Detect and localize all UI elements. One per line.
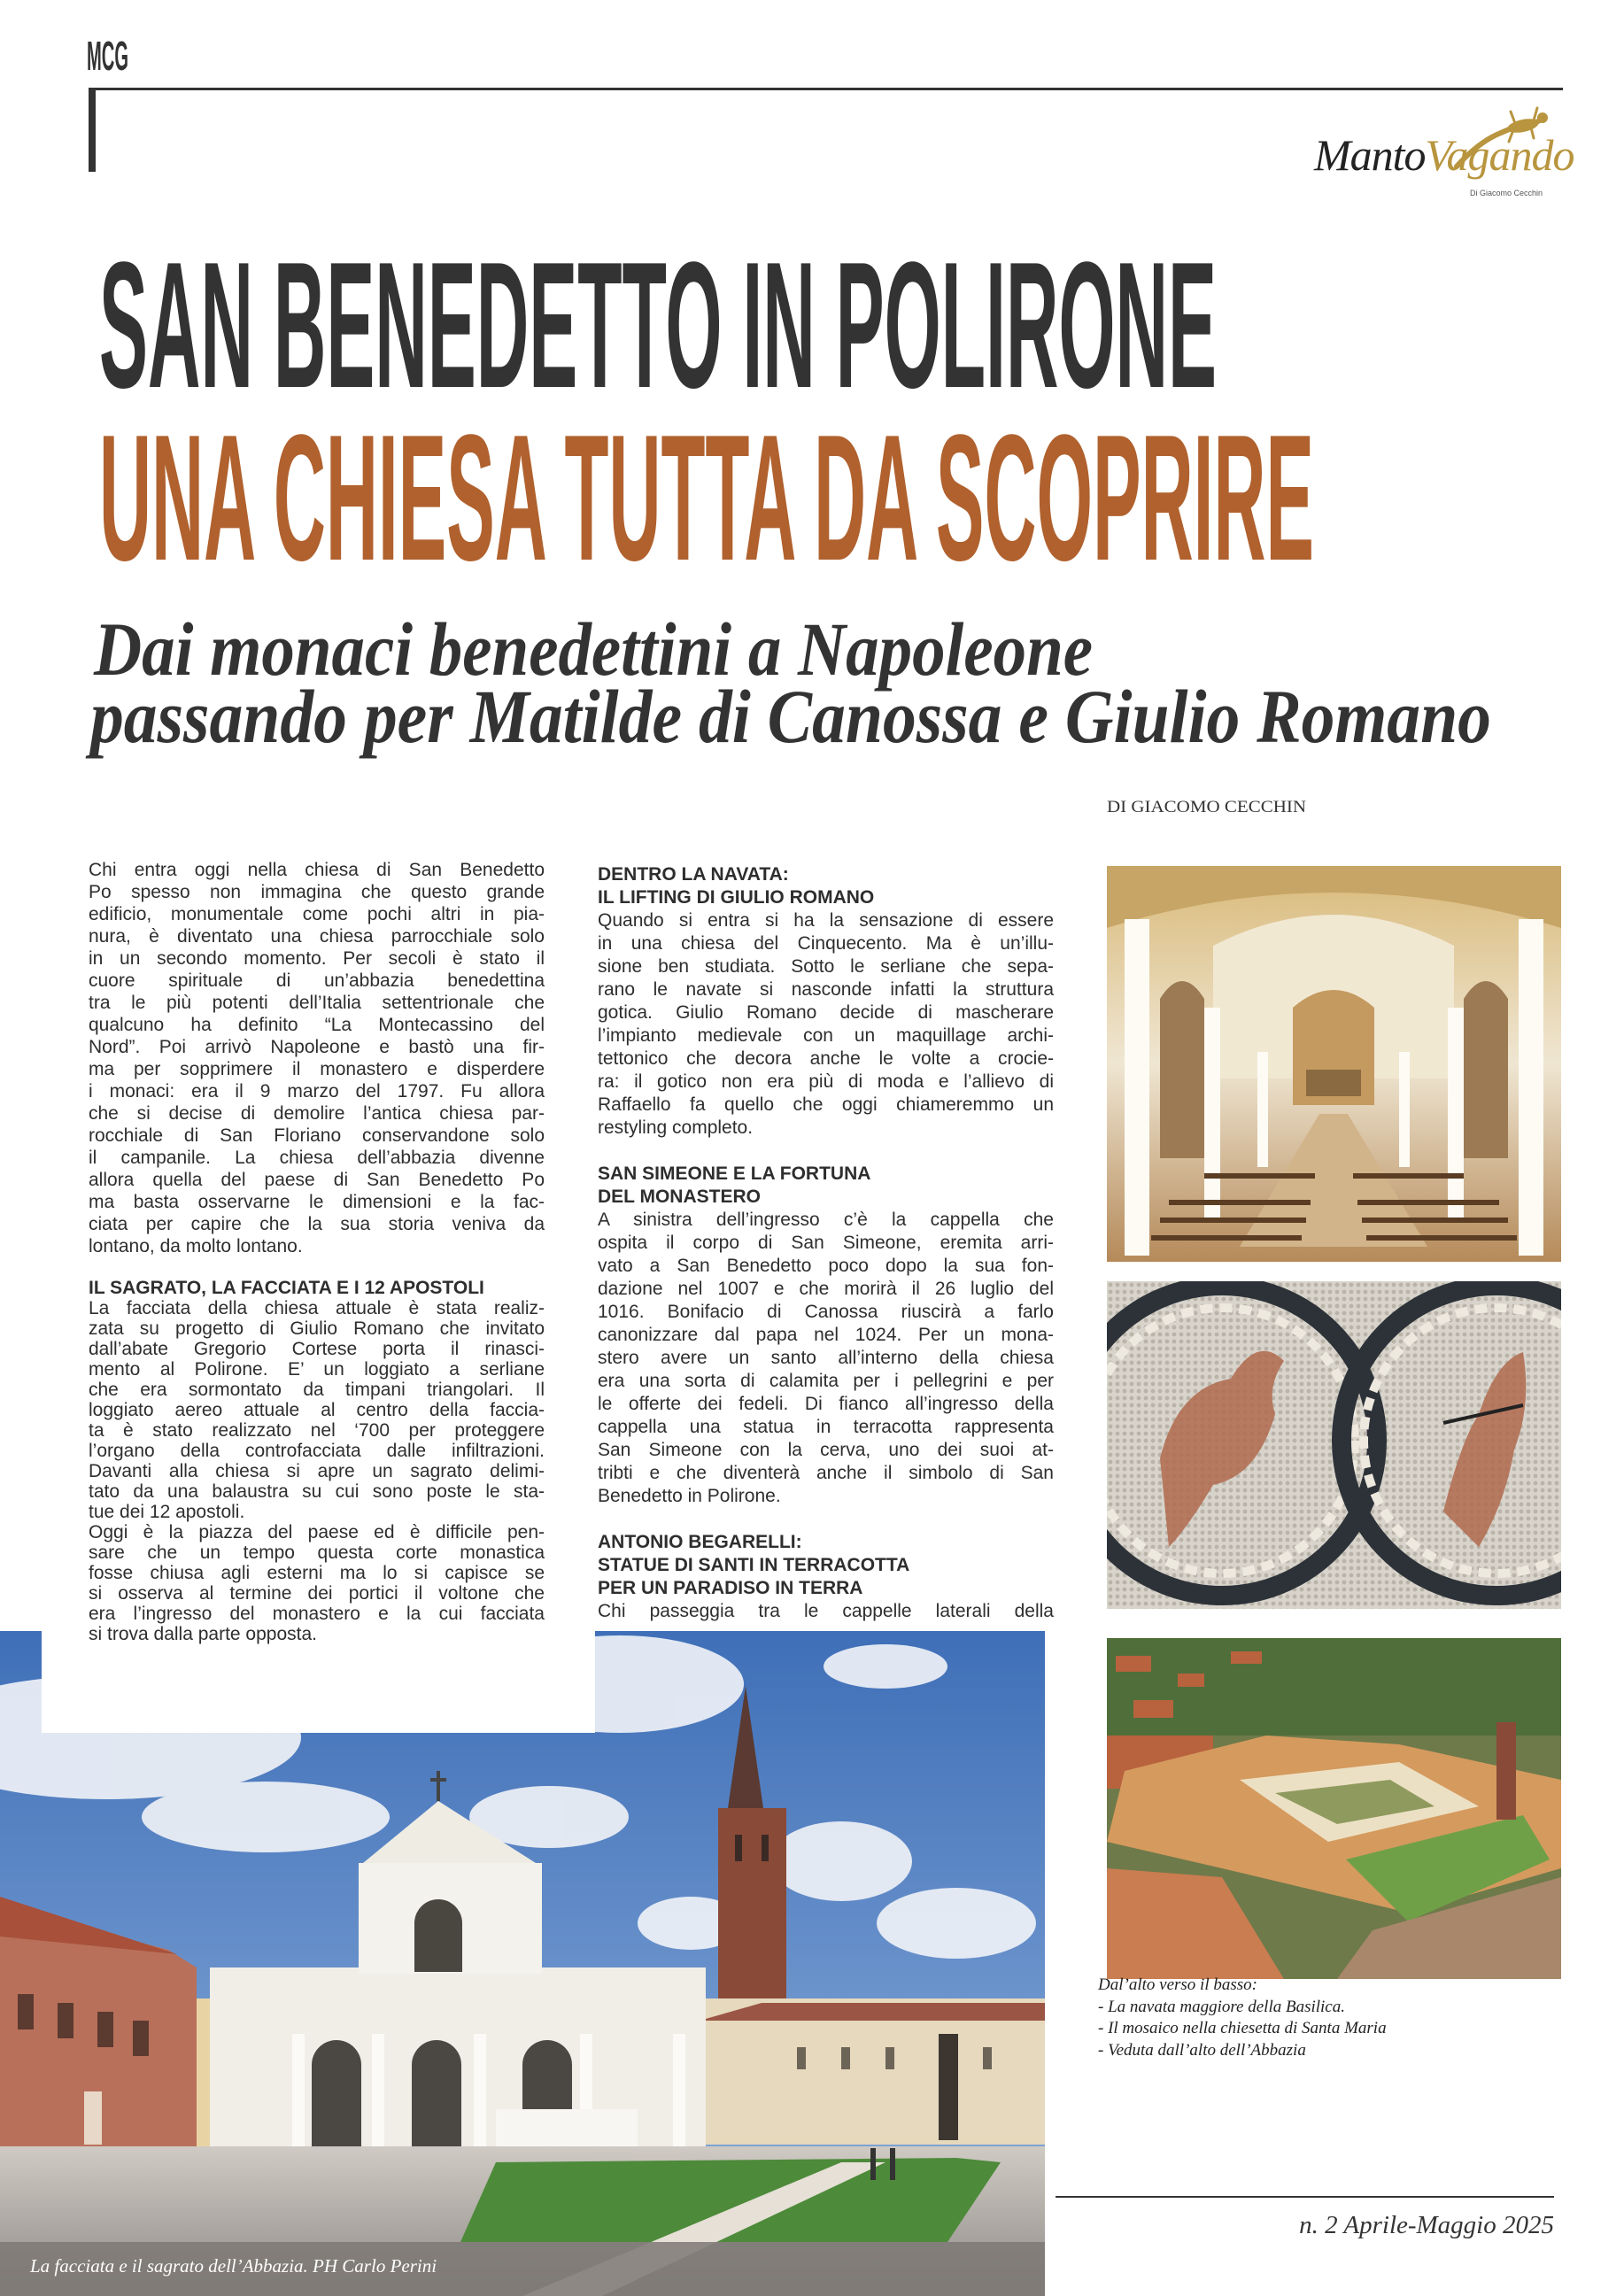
text-line: Oggi è la piazza del paese ed è difficile pen-: [89, 1522, 545, 1542]
caption-item: - Veduta dall’alto dell’Abbazia: [1098, 2040, 1306, 2060]
text-line: rano le navate si nasconde infatti la struttura: [598, 979, 1054, 1000]
subtitle-line-2: passando per Matilde di Canossa e Giulio Romano: [90, 674, 1491, 759]
section-heading: SAN SIMEONE E LA FORTUNA: [598, 1163, 871, 1184]
text-line: ra: il gotico non era più di moda e l’allievo di: [598, 1071, 1054, 1092]
text-line: Quando si entra si ha la sensazione di essere: [598, 910, 1054, 931]
subtitle-line-1: Dai monaci benedettini a Napoleone: [94, 607, 1093, 692]
text-line: zata su progetto di Giulio Romano che invitato: [89, 1318, 545, 1339]
intro-paragraph: [89, 859, 545, 1257]
caption-item: - La navata maggiore della Basilica.: [1098, 1997, 1345, 2016]
aerial-photo: [1107, 1638, 1561, 1979]
text-line: restyling completo.: [598, 1117, 754, 1138]
magazine-mark: [87, 33, 182, 79]
text-line: che era sormontato da timpani triangolari. Il: [89, 1380, 545, 1400]
text-line: tue dei 12 apostoli.: [89, 1502, 245, 1522]
text-line: ospita il corpo di San Simeone, eremita arri-: [598, 1233, 1054, 1253]
text-line: sione ben studiata. Sotto le serliane che sepa-: [598, 956, 1054, 977]
caption-item: - Il mosaico nella chiesetta di Santa Maria: [1098, 2019, 1387, 2037]
text-line: le offerte dei fedeli. Di fianco all’ingresso della: [598, 1394, 1054, 1414]
logo-word-vagando: Vagando: [1425, 130, 1574, 180]
text-backdrop: [42, 1631, 595, 1733]
section-heading: IL LIFTING DI GIULIO ROMANO: [598, 887, 875, 908]
text-line: tato da una balaustra su cui sono poste le sta-: [89, 1481, 545, 1502]
byline-text: DI GIACOMO CECCHIN: [1107, 798, 1306, 816]
text-line: che si decise di demolire l’antica chiesa par-: [89, 1103, 545, 1124]
header-vertical-bar: [89, 88, 96, 172]
text-line: canonizzare dal papa nel 1024. Per un mona-: [598, 1325, 1054, 1345]
text-line: ta è stato realizzato nel ‘700 per proteggere: [89, 1420, 545, 1441]
facade-photo-caption: La facciata e il sagrato dell’Abbazia. PH Carlo Perini: [30, 2255, 437, 2277]
side-photo-caption: [1098, 1975, 1387, 2061]
text-line: in un secondo momento. Per secoli è stato il: [89, 948, 545, 969]
text-line: edificio, monumentale come pochi altri in pia-: [89, 904, 545, 924]
mantovagando-logo: [1302, 97, 1574, 204]
text-line: cuore spirituale di un’abbazia benedettina: [89, 970, 545, 991]
text-line: dall’abate Gregorio Cortese porta il rinasci-: [89, 1339, 545, 1359]
nave-photo: [1107, 866, 1561, 1262]
text-line: in una chiesa del Cinquecento. Ma è un’illu-: [598, 933, 1054, 954]
article-column-2: [598, 863, 1054, 1623]
text-line: nura, è diventato una chiesa parrocchiale solo: [89, 926, 545, 947]
logo-word-manto: Manto: [1314, 130, 1426, 180]
text-line: La facciata della chiesa attuale è stata realiz-: [89, 1298, 545, 1318]
text-line: loggiato aereo attuale al centro della faccia-: [89, 1400, 545, 1420]
section-heading: IL SAGRATO, LA FACCIATA E I 12 APOSTOLI: [89, 1278, 484, 1298]
section-heading: STATUE DI SANTI IN TERRACOTTA: [598, 1555, 910, 1575]
text-line: Chi entra oggi nella chiesa di San Benedetto: [89, 860, 545, 880]
text-line: mento al Polirone. E’ un loggiato a serliane: [89, 1359, 545, 1380]
issue-info: n. 2 Aprile-Maggio 2025: [1299, 2211, 1554, 2239]
text-line: sare che un tempo questa corte monastica: [89, 1542, 545, 1563]
text-line: Raffaello fa quello che oggi chiameremmo un: [598, 1094, 1054, 1115]
article-section: [598, 1531, 1054, 1623]
text-line: Davanti alla chiesa si apre un sagrato delimi-: [89, 1461, 545, 1481]
text-line: A sinistra dell’ingresso c’è la cappella che: [598, 1210, 1054, 1230]
subtitle-2: [90, 674, 1624, 759]
header-rule: [89, 88, 1563, 90]
text-line: stero avere un santo all’interno della chiesa: [598, 1348, 1054, 1368]
mosaic-photo: [1107, 1281, 1561, 1609]
section-sagrato: [89, 1278, 545, 1644]
logo-wordmark: [1314, 130, 1574, 180]
headline-line-1: SAN BENEDETTO IN POLIRONE: [99, 225, 1217, 426]
text-line: Nord”. Poi arrivò Napoleone e bastò una fir-: [89, 1037, 545, 1057]
text-line: gotica. Giulio Romano decide di mascherare: [598, 1002, 1054, 1023]
text-line: il campanile. La chiesa dell’abbazia divenne: [89, 1148, 545, 1168]
text-line: si trova dalla parte opposta.: [89, 1624, 317, 1644]
headline: [99, 225, 1624, 426]
section-heading: PER UN PARADISO IN TERRA: [598, 1578, 863, 1598]
text-line: qualcuno ha definito “La Montecassino del: [89, 1015, 545, 1035]
text-line: Benedetto in Polirone.: [598, 1486, 781, 1506]
text-line: tra le più potenti dell’Italia settentrionale che: [89, 993, 545, 1013]
text-line: cappella una statua in terracotta rappresenta: [598, 1417, 1054, 1437]
logo-tagline: Di Giacomo Cecchin: [1470, 189, 1543, 197]
text-line: Po spesso non immagina che questo grande: [89, 882, 545, 902]
headline-line-2: UNA CHIESA TUTTA DA SCOPRIRE: [99, 398, 1314, 599]
footer-rule: [1056, 2196, 1554, 2198]
headline-accent: [99, 398, 1624, 599]
text-line: Chi passeggia tra le cappelle laterali della: [598, 1601, 1054, 1621]
text-line: l’organo della controfacciata dalle infiltrazioni.: [89, 1441, 545, 1461]
text-line: i monaci: era il 9 marzo del 1797. Fu allora: [89, 1081, 545, 1102]
text-line: rocchiale di San Floriano conservandone solo: [89, 1125, 545, 1146]
text-line: dazione nel 1007 e che morirà il 26 luglio del: [598, 1279, 1054, 1299]
text-line: si osserva al termine dei portici il voltone che: [89, 1583, 545, 1604]
text-line: ciata per capire che la sua storia veniva da: [89, 1214, 545, 1234]
text-line: tettonico che decora anche le volte a crocie-: [598, 1048, 1054, 1069]
caption-intro: Dal’alto verso il basso:: [1098, 1975, 1257, 1994]
text-line: l’impianto medievale con un maquillage archi-: [598, 1025, 1054, 1046]
text-line: era una sorta di calamita per i pellegrini e per: [598, 1371, 1054, 1391]
article-section: [598, 863, 1054, 1140]
text-line: ma per sopprimere il monastero e disperdere: [89, 1059, 545, 1079]
article-section: [598, 1163, 1054, 1508]
text-line: fosse chiusa agli esterni ma lo si capisce se: [89, 1563, 545, 1583]
article-column-1: [89, 859, 545, 1644]
text-line: San Simeone con la cerva, uno dei suoi at-: [598, 1440, 1054, 1460]
text-line: vato a San Benedetto poco dopo la sua fon-: [598, 1256, 1054, 1276]
text-line: era l’ingresso del monastero e la cui facciata: [89, 1604, 545, 1624]
magazine-mark-text: MCG: [87, 33, 128, 79]
byline: [1107, 797, 1306, 818]
section-heading: DENTRO LA NAVATA:: [598, 864, 789, 885]
text-line: ma basta osservarne le dimensioni e la fac-: [89, 1192, 545, 1212]
text-line: allora quella del paese di San Benedetto Po: [89, 1170, 545, 1190]
section-heading: DEL MONASTERO: [598, 1187, 761, 1207]
text-line: lontano, da molto lontano.: [89, 1236, 303, 1256]
text-line: 1016. Bonifacio di Canossa riuscirà a farlo: [598, 1302, 1054, 1322]
text-line: tribti e che diventerà anche il simbolo di San: [598, 1463, 1054, 1483]
section-heading: ANTONIO BEGARELLI:: [598, 1532, 802, 1552]
